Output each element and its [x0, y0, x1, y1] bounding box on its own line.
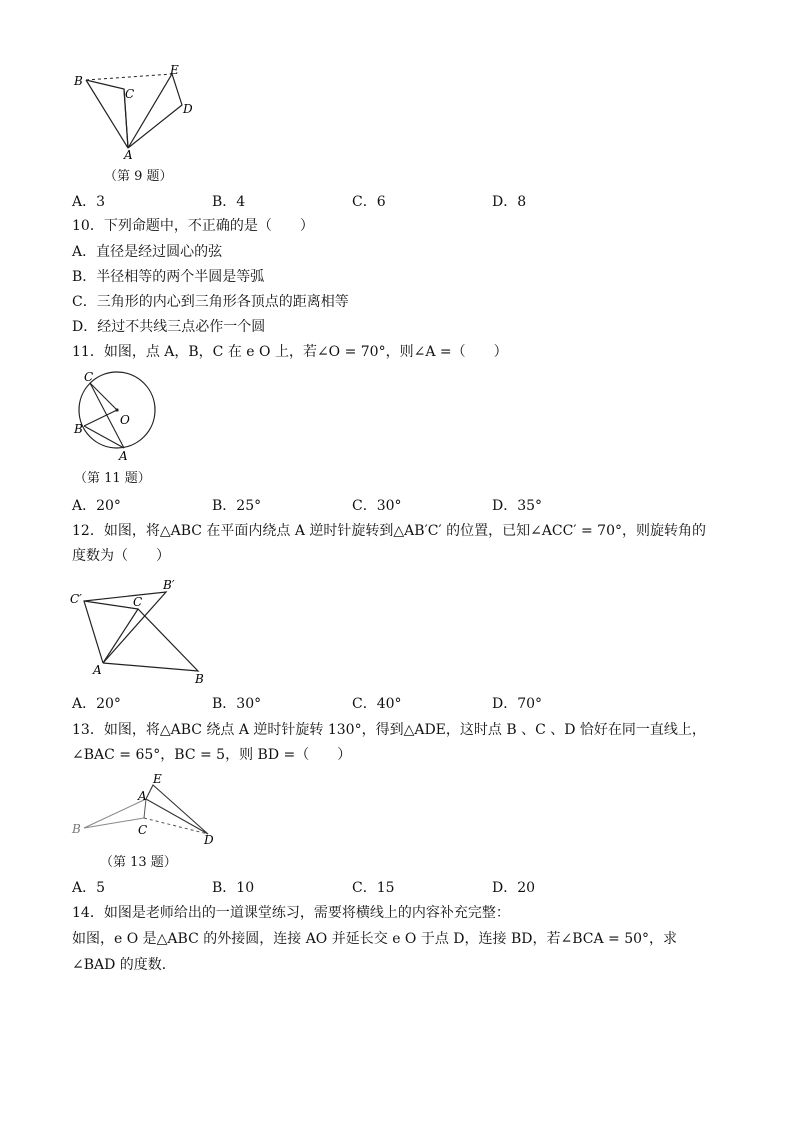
q13-option-b: B．10: [212, 880, 255, 896]
q11-option-b: B．25°: [212, 498, 262, 514]
q9-label-D: D: [183, 102, 193, 116]
q13-label-A: A: [138, 789, 147, 803]
q9-option-d: D．8: [492, 194, 527, 210]
q9-option-b: B．4: [212, 194, 246, 210]
q12-option-c: C．40°: [352, 696, 402, 712]
q11-caption: （第 11 题）: [74, 471, 151, 486]
q9-label-C: C: [125, 87, 135, 101]
q13-option-c: C．15: [352, 880, 395, 896]
q13-label-B: B: [72, 822, 81, 836]
q9-figure: [70, 60, 200, 160]
q9-caption: （第 9 题）: [104, 169, 173, 184]
q11-option-c: C．30°: [352, 498, 402, 514]
q11-label-O: O: [120, 413, 130, 427]
q13-stem-line1: 13．如图，将△ABC 绕点 A 逆时针旋转 130°，得到△ADE，这时点 B 、C 、D 恰好在同一直线上，: [72, 722, 706, 738]
q9-label-E: E: [170, 63, 179, 77]
q12-option-b: B．30°: [212, 696, 262, 712]
q11-figure: [72, 366, 164, 464]
q10-stem: 10．下列命题中，不正确的是（ ）: [72, 218, 314, 234]
q12-option-a: A．20°: [72, 696, 121, 712]
q12-option-d: D．70°: [492, 696, 543, 712]
q11-label-B: B: [74, 422, 83, 436]
q9-option-a: A．3: [72, 194, 106, 210]
q10-choice-c: C．三角形的内心到三角形各顶点的距离相等: [72, 294, 349, 310]
q13-label-E: E: [153, 772, 162, 786]
q9-label-B: B: [74, 74, 83, 88]
q13-figure: [70, 772, 220, 848]
q10-choice-d: D．经过不共线三点必作一个圆: [72, 319, 266, 335]
q11-label-C: C: [84, 370, 94, 384]
q12-stem-line1: 12．如图，将△ABC 在平面内绕点 A 逆时针旋转到△AB′C′ 的位置，已知∠ACC′ = 70°，则旋转角的: [72, 523, 706, 539]
q12-label-B-prime: B′: [163, 578, 175, 592]
q10-choice-b: B．半径相等的两个半圆是等弧: [72, 269, 265, 285]
q10-choice-a: A．直径是经过圆心的弦: [72, 244, 223, 260]
q14-body-line1: 如图，e O 是△ABC 的外接圆，连接 AO 并延长交 e O 于点 D，连接 BD，若∠BCA = 50°，求: [72, 931, 678, 947]
q9-label-A: A: [124, 148, 133, 160]
q12-stem-line2: 度数为（ ）: [72, 548, 170, 564]
q14-stem: 14．如图是老师给出的一道课堂练习，需要将横线上的内容补充完整：: [72, 905, 510, 921]
q11-option-d: D．35°: [492, 498, 543, 514]
q11-label-A: A: [119, 449, 128, 463]
q13-caption: （第 13 题）: [100, 855, 177, 870]
q12-label-B: B: [195, 672, 204, 686]
q12-figure: [68, 576, 218, 688]
q13-option-a: A．5: [72, 880, 106, 896]
q14-body-line2: ∠BAD 的度数．: [72, 957, 176, 973]
q13-option-d: D．20: [492, 880, 536, 896]
q12-label-C-prime: C′: [70, 592, 82, 606]
q13-stem-line2: ∠BAC = 65°，BC = 5，则 BD =（ ）: [72, 747, 352, 763]
q13-label-C: C: [138, 823, 148, 837]
q11-stem: 11．如图，点 A，B，C 在 e O 上，若∠O = 70°，则∠A =（ ）: [72, 344, 508, 360]
q11-option-a: A．20°: [72, 498, 121, 514]
q13-label-D: D: [204, 833, 214, 847]
q12-label-A: A: [93, 663, 102, 677]
q12-label-C: C: [133, 595, 143, 609]
q9-option-c: C．6: [352, 194, 386, 210]
